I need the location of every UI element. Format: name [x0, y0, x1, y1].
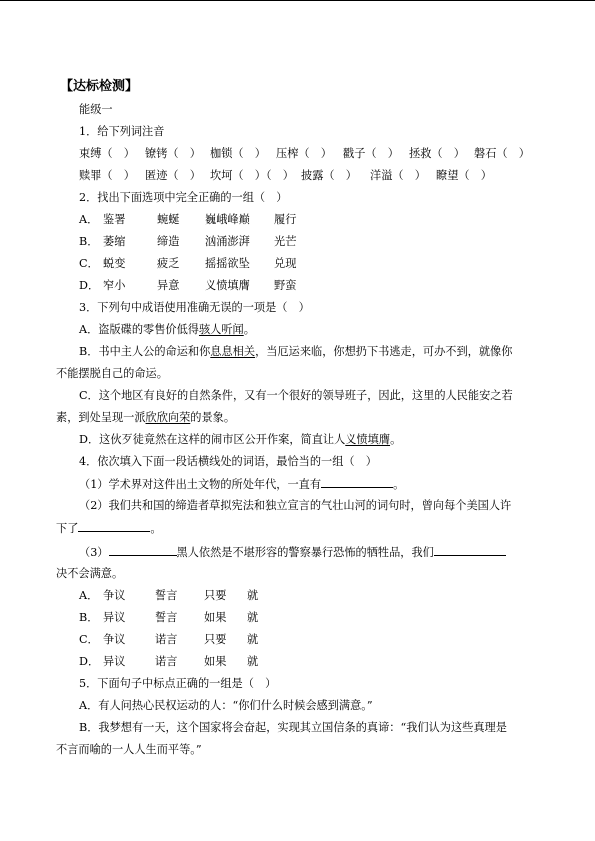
option-word: 就 — [247, 655, 259, 668]
option-word: 光芒 — [274, 235, 297, 248]
q2-option-c — [79, 256, 379, 271]
fill-blank[interactable] — [434, 544, 506, 556]
option-label: C． — [79, 257, 99, 270]
level-label: 能级一 — [79, 103, 113, 116]
q5-stem: 5．下面句子中标点正确的一组是（ ） — [79, 677, 277, 690]
q5-option-b-line1: B．我梦想有一天，这个国家将会奋起，实现其立国信条的真谛：“我们认为这些真理是 — [79, 721, 507, 734]
q3-option-d — [79, 432, 401, 447]
option-word: 汹涌澎湃 — [205, 235, 250, 248]
q4-sentence-1 — [79, 476, 404, 492]
q3-option-b-line2: 不能摆脱自己的命运。 — [56, 367, 168, 380]
q3-option-a — [79, 322, 255, 337]
pinyin-item: 枷锁（ ） — [210, 147, 266, 160]
option-word: 争议 — [103, 633, 126, 646]
q1-row1 — [79, 146, 559, 161]
option-word: 兑现 — [274, 257, 297, 270]
q4-sentence-2-line1: （2）我们共和国的缔造者草拟宪法和独立宣言的气壮山河的词句时，曾向每个美国人许 — [79, 499, 512, 512]
q3-a-idiom: 骇人听闻 — [198, 323, 244, 336]
q4-s1-text: （1）学术界对这件出土文物的所处年代，一直有 — [79, 478, 322, 491]
q3-c-text: 素，到处呈现一派 — [56, 411, 146, 424]
q2-option-d — [79, 278, 379, 293]
q3-b-rest: ，当厄运来临，你想扔下书逃走，可办不到，就像你 — [255, 345, 513, 358]
option-word: 诺言 — [155, 633, 178, 646]
q4-s3-num: （3） — [79, 546, 109, 559]
pinyin-item: 束缚（ ） — [79, 147, 135, 160]
pinyin-item: 拯救（ ） — [409, 147, 465, 160]
option-word: 蜕变 — [103, 257, 126, 270]
q2-option-b — [79, 234, 379, 249]
q3-option-c-line1: C．这个地区有良好的自然条件，又有一个很好的领导班子，因此，这里的人民能安之若 — [79, 389, 513, 402]
option-word: 履行 — [274, 213, 297, 226]
option-word: 誓言 — [155, 589, 178, 602]
pinyin-item: 披露（ ） — [301, 169, 357, 182]
pinyin-item: 瞭望（ ） — [436, 169, 492, 182]
q3-b-text: B．书中主人公的命运和你 — [79, 345, 211, 358]
q4-sentence-3-line1 — [79, 544, 506, 560]
option-word: 义愤填膺 — [205, 279, 250, 292]
q4-s2-end: 。 — [150, 522, 162, 535]
option-label: C． — [79, 633, 99, 646]
q1-stem: 1．给下列词注音 — [79, 125, 165, 138]
option-word: 鉴署 — [103, 213, 126, 226]
pinyin-item: 洋溢（ ） — [370, 169, 426, 182]
q5-option-b-line2: 不言而喻的一人人生而平等。” — [56, 743, 202, 756]
section-heading: 【达标检测】 — [60, 79, 139, 94]
option-word: 萎缩 — [103, 235, 126, 248]
q3-a-end: 。 — [243, 323, 255, 336]
pinyin-item: 镣铐（ ） — [145, 147, 201, 160]
pinyin-item: 压榨（ ） — [276, 147, 332, 160]
option-word: 异意 — [157, 279, 180, 292]
option-label: B． — [79, 235, 99, 248]
q4-option-c — [79, 632, 319, 647]
q3-d-idiom: 义愤填膺 — [345, 433, 391, 446]
option-word: 缔造 — [157, 235, 180, 248]
option-word: 就 — [247, 589, 259, 602]
option-word: 就 — [247, 611, 259, 624]
q3-a-text: A．盗版碟的零售价低得 — [79, 323, 199, 336]
pinyin-item: 戳子（ ） — [343, 147, 399, 160]
option-label: A． — [79, 213, 99, 226]
q3-d-text: D．这伙歹徒竟然在这样的闹市区公开作案，简直让人 — [79, 433, 346, 446]
option-word: 疲乏 — [157, 257, 180, 270]
option-label: D． — [79, 655, 100, 668]
q4-s1-end: 。 — [393, 478, 405, 491]
pinyin-item: 匿迹（ ） — [145, 169, 201, 182]
option-word: 摇摇欲坠 — [205, 257, 250, 270]
option-word: 异议 — [103, 611, 126, 624]
q2-option-a — [79, 212, 379, 227]
pinyin-item: 坎坷（ ）（ ） — [210, 169, 294, 182]
q3-c-idiom: 欣欣向荣 — [145, 411, 191, 424]
option-word: 只要 — [204, 589, 227, 602]
q4-sentence-3-line2: 决不会满意。 — [56, 567, 124, 580]
option-word: 如果 — [204, 655, 227, 668]
q4-option-d — [79, 654, 319, 669]
option-word: 誓言 — [155, 611, 178, 624]
q4-stem: 4．依次填入下面一段话横线处的词语，最恰当的一组（ ） — [79, 455, 377, 468]
q4-sentence-2-line2 — [56, 520, 162, 536]
pinyin-item: 磐石（ ） — [474, 147, 530, 160]
page-top-rule — [0, 0, 595, 1]
q4-s3-text: 黑人依然是不堪形容的警察暴行恐怖的牺牲品，我们 — [176, 546, 434, 559]
option-word: 就 — [247, 633, 259, 646]
q3-d-end: 。 — [390, 433, 402, 446]
q3-option-c-line2 — [56, 410, 235, 425]
option-label: A． — [79, 589, 99, 602]
q3-stem: 3．下列句中成语使用准确无误的一项是（ ） — [79, 301, 310, 314]
fill-blank[interactable] — [78, 520, 150, 532]
option-label: B． — [79, 611, 99, 624]
option-word: 窄小 — [103, 279, 126, 292]
q4-s2-text: 下了 — [56, 522, 79, 535]
option-word: 异议 — [103, 655, 126, 668]
q4-option-a — [79, 588, 319, 603]
q3-c-rest: 的景象。 — [190, 411, 236, 424]
option-word: 诺言 — [155, 655, 178, 668]
option-word: 只要 — [204, 633, 227, 646]
q3-b-idiom: 息息相关 — [210, 345, 256, 358]
option-word: 如果 — [204, 611, 227, 624]
option-word: 争议 — [103, 589, 126, 602]
q3-option-b-line1 — [79, 344, 512, 359]
q5-option-a: A．有人问热心民权运动的人：“你们什么时候会感到满意。” — [79, 699, 373, 712]
q2-stem: 2．找出下面选项中完全正确的一组（ ） — [79, 191, 288, 204]
fill-blank[interactable] — [321, 476, 393, 488]
q1-row2 — [79, 168, 559, 183]
fill-blank[interactable] — [109, 544, 177, 556]
q4-option-b — [79, 610, 319, 625]
pinyin-item: 赎罪（ ） — [79, 169, 135, 182]
option-label: D． — [79, 279, 100, 292]
option-word: 蜿蜒 — [157, 213, 180, 226]
option-word: 巍峨峰巅 — [205, 213, 250, 226]
option-word: 野蛮 — [274, 279, 297, 292]
